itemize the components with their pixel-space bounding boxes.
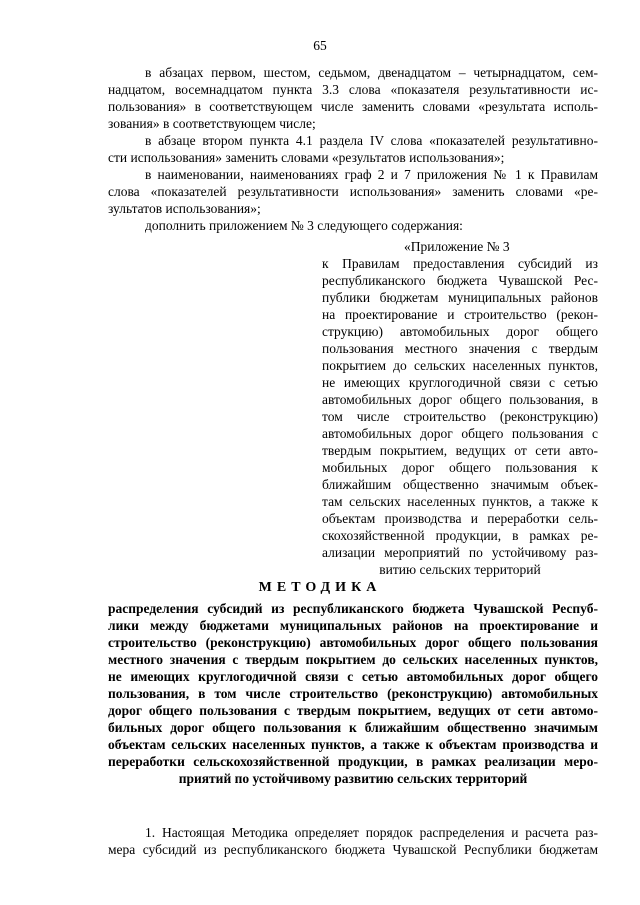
appendix-line: витию сельских территорий — [379, 562, 541, 577]
subtitle-line: распределения субсидий из республиканского бюджета Чувашской Респуб- — [108, 601, 598, 616]
appendix-line: не имеющих круглогодичной связи с сетью — [322, 375, 598, 390]
paragraph-line: 1. Настоящая Методика определяет порядок распределения и расчета раз- — [145, 825, 598, 840]
appendix-line: республиканского бюджета Чувашской Рес- — [322, 273, 598, 288]
subtitle-line: пользования, в том числе строительство (реконструкцию) автомобильных — [108, 686, 598, 701]
appendix-line: ближайшим общественно значимым объек- — [322, 477, 598, 492]
amendment-line: сти использования» заменить словами «результатов использования»; — [108, 150, 505, 165]
subtitle-line: местного значения с твердым покрытием до сельских населенных пунктов, — [108, 652, 598, 667]
appendix-line: автомобильных дорог общего пользования с — [322, 426, 598, 441]
appendix-line: пользования местного значения с твердым — [322, 341, 598, 356]
appendix-line: скохозяйственной продукции, в рамках ре- — [322, 528, 598, 543]
methodology-title: МЕТОДИКА — [258, 580, 382, 595]
appendix-line: покрытием до сельских населенных пунктов, — [322, 358, 598, 373]
amendment-line: в наименовании, наименованиях граф 2 и 7 приложения № 1 к Правилам — [145, 167, 598, 182]
amendment-line: надцатом, восемнадцатом пункта 3.3 слова «показателя результативности ис- — [108, 82, 598, 97]
appendix-line: мобильных дорог общего пользования к — [322, 460, 598, 475]
amendment-line: слова «показателей результативности использования» заменить словами «ре- — [108, 184, 598, 199]
amendment-line: пользования» в соответствующем числе заменить словами «результата исполь- — [108, 99, 598, 114]
subtitle-line: бильных дорог общего пользования к ближайшим общественно значимым — [108, 720, 598, 735]
appendix-line: к Правилам предоставления субсидий из — [322, 256, 598, 271]
appendix-line: том числе строительство (реконструкцию) — [322, 409, 598, 424]
amendment-line: зования» в соответствующем числе; — [108, 116, 316, 131]
subtitle-line: объектам сельских населенных пунктов, а также к объектам производства и — [108, 737, 598, 752]
methodology-subtitle — [108, 600, 598, 787]
amendment-line: в абзаце втором пункта 4.1 раздела IV слова «показателей результативно- — [145, 133, 598, 148]
amendment-line: в абзацах первом, шестом, седьмом, двенадцатом – четырнадцатом, сем- — [145, 65, 598, 80]
subtitle-line: не имеющих круглогодичной связи с сетью автомобильных дорог общего — [108, 669, 598, 684]
paragraph-line: мера субсидий из республиканского бюджета Чувашской Республики бюджетам — [108, 842, 598, 857]
amendment-line: дополнить приложением № 3 следующего содержания: — [145, 218, 463, 233]
amendment-line: зультатов использования»; — [108, 201, 261, 216]
appendix-line: на проектирование и строительство (рекон- — [322, 307, 598, 322]
appendix-line: автомобильных дорог общего пользования, в — [322, 392, 598, 407]
appendix-line: ализации мероприятий по устойчивому раз- — [322, 545, 598, 560]
subtitle-line: приятий по устойчивому развитию сельских территорий — [178, 771, 528, 786]
subtitle-line: переработки сельскохозяйственной продукции, в рамках реализации меро- — [108, 754, 598, 769]
page-number: 65 — [313, 38, 327, 53]
subtitle-line: дорог общего пользования с твердым покрытием, ведущих от сети автомо- — [108, 703, 598, 718]
appendix-line: струкцию) автомобильных дорог общего — [322, 324, 598, 339]
appendix-line: публики бюджетам муниципальных районов — [322, 290, 598, 305]
subtitle-line: строительство (реконструкцию) автомобильных дорог общего пользования — [108, 635, 598, 650]
appendix-line: объектам производства и переработки сель- — [322, 511, 598, 526]
subtitle-line: лики между бюджетами муниципальных районов на проектирование и — [108, 618, 598, 633]
appendix-title: «Приложение № 3 — [404, 239, 510, 254]
appendix-line: твердым покрытием, ведущих от сети авто- — [322, 443, 598, 458]
appendix-header — [322, 238, 598, 578]
appendix-line: там сельских населенных пунктов, а также к — [322, 494, 598, 509]
